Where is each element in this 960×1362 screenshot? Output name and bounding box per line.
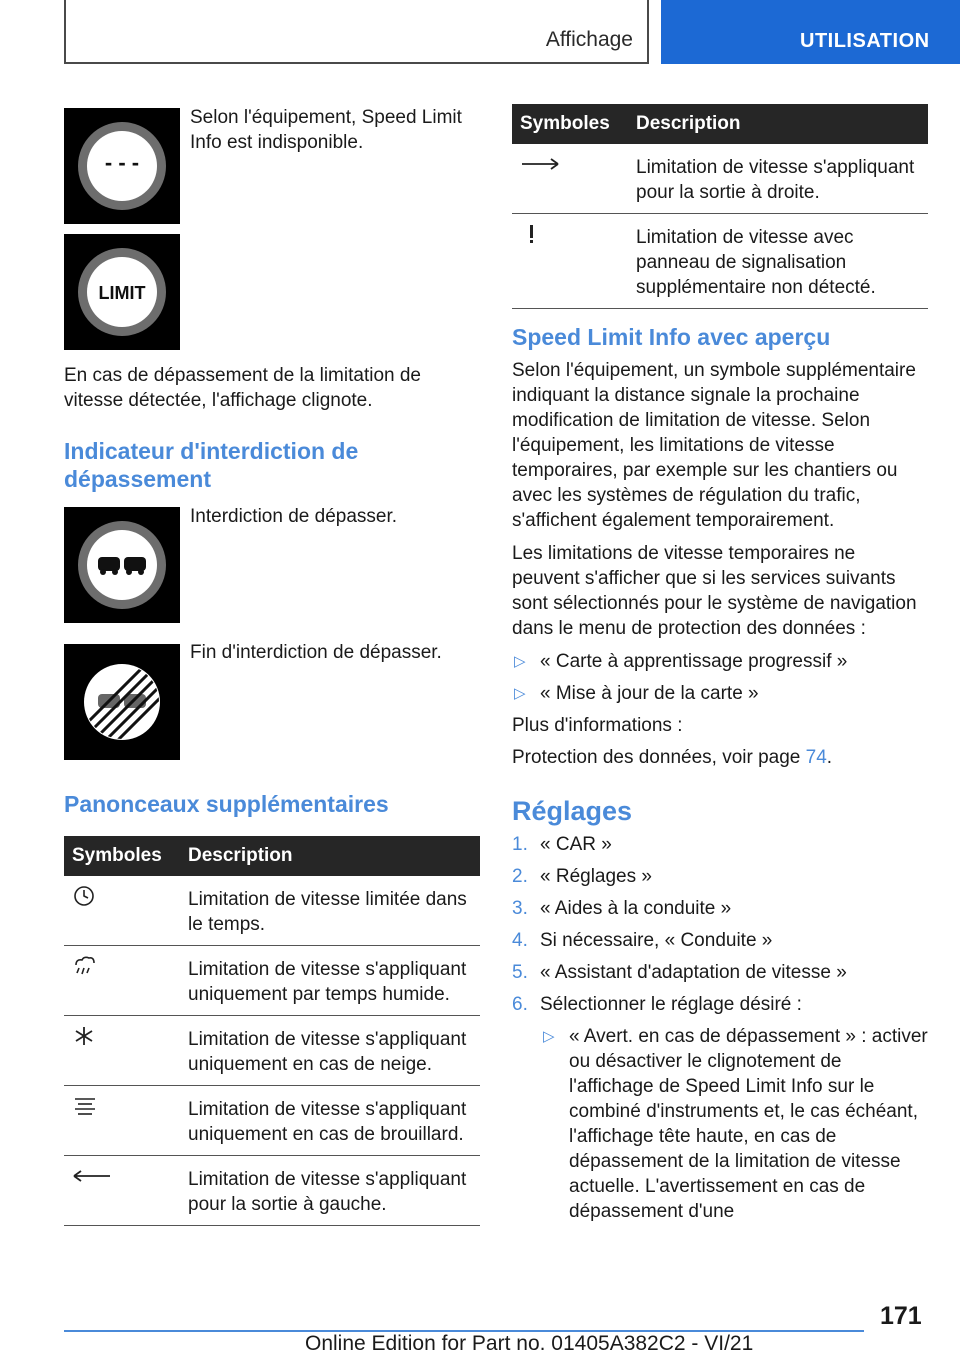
footer-edition: Online Edition for Part no. 01405A382C2 - VI/21	[305, 1332, 754, 1355]
sign-dashes-text: - - -	[104, 150, 140, 175]
panel-desc: Limitation de vitesse s'appliquant pour la sortie à gauche.	[188, 1156, 480, 1226]
table-row	[64, 1156, 480, 1226]
triangle-bullet-icon: ▷	[514, 653, 526, 670]
clock-icon	[72, 885, 112, 907]
panel-desc: Limitation de vitesse s'appliquant uniquement en cas de brouillard.	[188, 1086, 480, 1156]
list-item	[541, 1024, 928, 1224]
table-row	[64, 1016, 480, 1086]
bullet-text: « Carte à apprentissage progressif »	[540, 651, 848, 672]
preview-paragraph-2: Les limitations de vitesse temporaires ne peuvent s'afficher que si les services suivants sont sélectionnés pour le système de navigation dans le menu de protection des données :	[512, 543, 917, 639]
table-row	[512, 214, 928, 309]
fog-icon	[72, 1095, 112, 1117]
end-no-overtaking-sign-icon	[64, 644, 180, 760]
list-item	[512, 649, 928, 674]
step-text: Sélectionner le réglage désiré :	[540, 994, 802, 1015]
step-number: 5.	[512, 962, 528, 983]
panel-desc: Limitation de vitesse avec panneau de signalisation supplémentaire non détecté.	[636, 214, 928, 309]
privacy-text: Protection des données, voir page	[512, 747, 806, 768]
table-row	[64, 1086, 480, 1156]
exclamation-icon	[520, 223, 560, 245]
step-text: « Réglages »	[540, 866, 652, 887]
page-74-link[interactable]: 74	[805, 747, 827, 768]
sign-unavailable-caption: Selon l'équipement, Speed Limit Info est indisponible.	[190, 107, 462, 153]
list-item	[512, 992, 928, 1017]
exceed-text: En cas de dépassement de la limitation de vitesse détectée, l'affichage clignote.	[64, 365, 421, 411]
list-item	[512, 896, 928, 921]
limit-sign-text: LIMIT	[98, 283, 146, 303]
list-item	[512, 864, 928, 889]
step-text: « Aides à la conduite »	[540, 898, 732, 919]
list-item	[512, 960, 928, 985]
list-item	[512, 832, 928, 857]
panel-desc: Limitation de vitesse s'appliquant pour la sortie à droite.	[636, 144, 928, 214]
step-number: 1.	[512, 834, 528, 855]
panel-desc: Limitation de vitesse limitée dans le temps.	[188, 876, 480, 946]
header-section-tab	[64, 0, 649, 64]
settings-heading: Réglages	[512, 796, 633, 826]
panels-col-description: Description	[636, 104, 928, 144]
table-row	[64, 876, 480, 946]
step-text: « Assistant d'adaptation de vitesse »	[540, 962, 847, 983]
sub-bullet-text: « Avert. en cas de dépassement » : activer ou désactiver le clignotement de l'affichage de Speed Limit Info sur le combiné d'instruments et, le cas échéant, l'affichage tête haute, en cas de dépassement de la limitation de vitesse actuelle. L'avertissement en cas de dépassement d'une	[569, 1026, 928, 1222]
page-number: 171	[880, 1302, 922, 1330]
step-text: Si nécessaire, « Conduite »	[540, 930, 773, 951]
rain-cloud-icon	[72, 955, 112, 977]
no-overtaking-sign-icon	[64, 507, 180, 623]
header-chapter-tab	[661, 0, 960, 64]
list-item	[512, 681, 928, 706]
triangle-bullet-icon: ▷	[514, 685, 526, 702]
panels-table-continued	[512, 104, 928, 309]
step-text: « CAR »	[540, 834, 612, 855]
panel-desc: Limitation de vitesse s'appliquant uniquement par temps humide.	[188, 946, 480, 1016]
privacy-reference	[512, 745, 928, 770]
snowflake-icon	[72, 1025, 112, 1047]
arrow-right-icon	[520, 153, 560, 175]
panel-desc: Limitation de vitesse s'appliquant uniquement en cas de neige.	[188, 1016, 480, 1086]
bullet-text: « Mise à jour de la carte »	[540, 683, 759, 704]
header-section-label: Affichage	[545, 28, 633, 51]
end-no-overtaking-caption: Fin d'interdiction de dépasser.	[190, 642, 442, 663]
no-overtaking-caption: Interdiction de dépasser.	[190, 506, 398, 527]
privacy-period: .	[826, 747, 833, 768]
header-chapter-label: UTILISATION	[800, 30, 930, 52]
panels-table	[64, 836, 480, 1226]
step-number: 2.	[512, 866, 528, 887]
triangle-bullet-icon: ▷	[543, 1028, 555, 1045]
panels-col-symbols: Symboles	[64, 836, 188, 876]
more-info-text: Plus d'informations :	[512, 715, 683, 736]
panels-col-description: Description	[188, 836, 480, 876]
step-number: 4.	[512, 930, 528, 951]
step-number: 6.	[512, 994, 528, 1015]
list-item	[512, 928, 928, 953]
speed-limit-unavailable-sign-icon	[64, 108, 180, 224]
preview-paragraph-1: Selon l'équipement, un symbole supplémentaire indiquant la distance signale la prochaine modification de limitation de vitesse. Selon l'équipement, les limitations de vitesse temporaires, par exemple sur les chantiers ou avec les systèmes de régulation du trafic, s'affichent également temporairement.	[512, 360, 916, 531]
panels-heading: Panonceaux supplémentaires	[64, 791, 389, 817]
table-row	[512, 144, 928, 214]
limit-sign-icon	[64, 234, 180, 350]
overtake-heading: Indicateur d'interdiction de dépassement	[64, 438, 359, 492]
step-number: 3.	[512, 898, 528, 919]
arrow-left-icon	[72, 1165, 112, 1187]
table-row	[64, 946, 480, 1016]
preview-heading: Speed Limit Info avec aperçu	[512, 324, 831, 350]
panels-col-symbols: Symboles	[512, 104, 636, 144]
